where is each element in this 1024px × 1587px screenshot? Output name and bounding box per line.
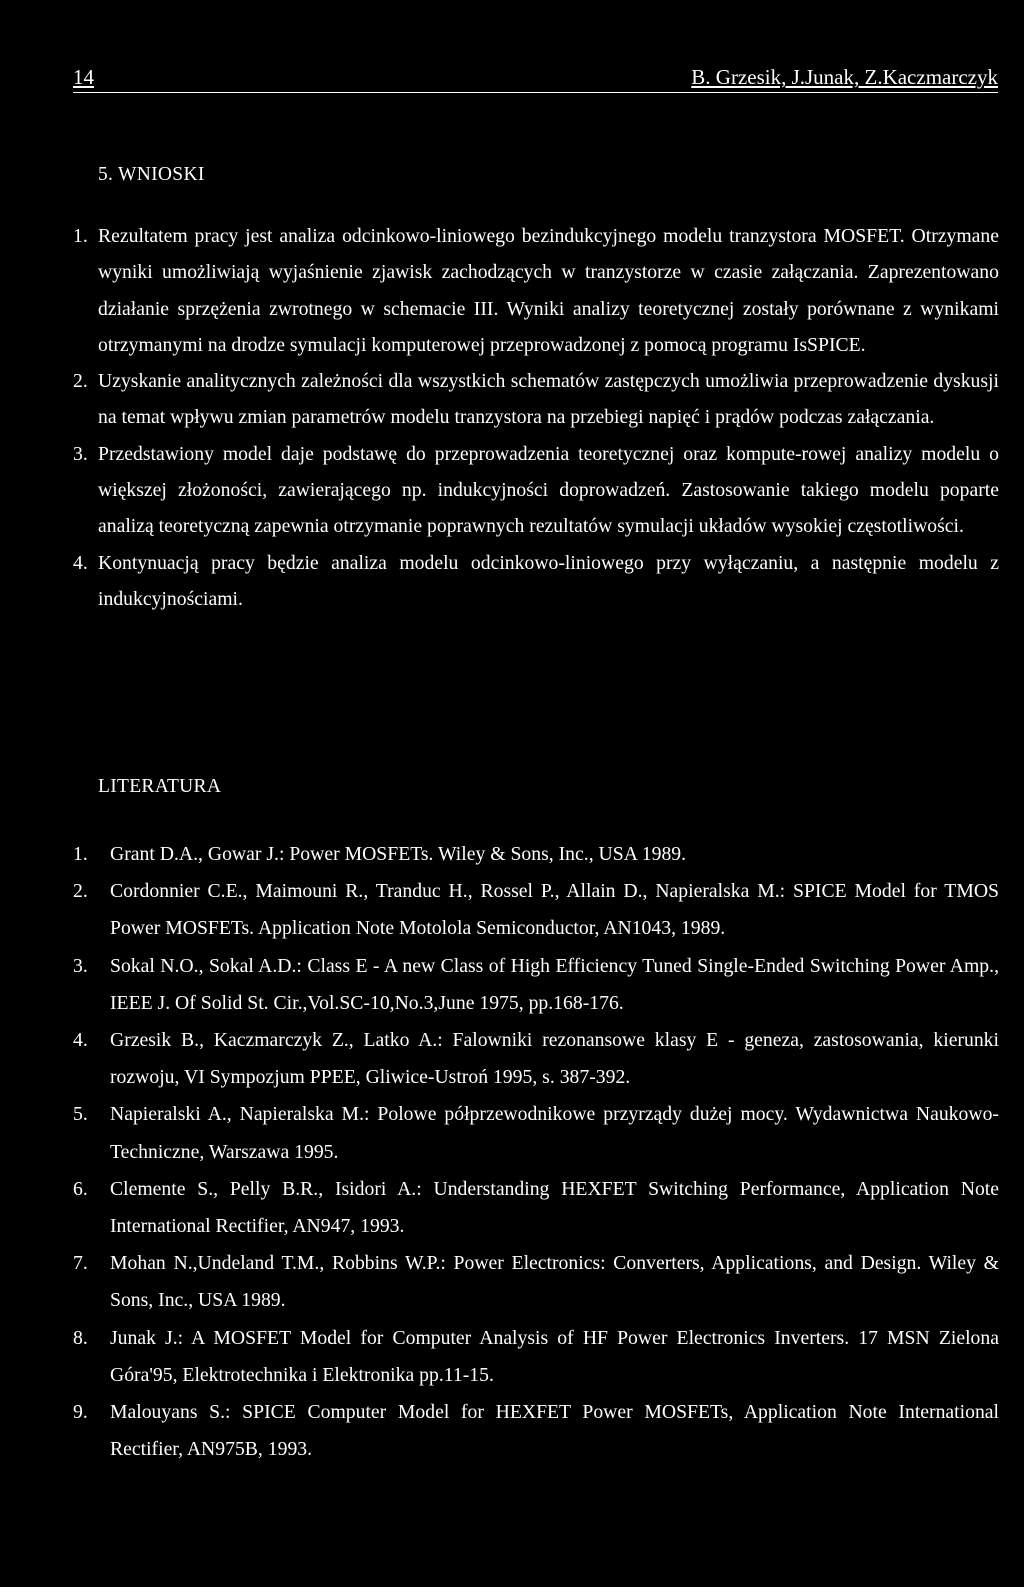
conclusion-item xyxy=(73,363,999,436)
page-number: 14 xyxy=(73,65,94,89)
conclusion-text: Kontynuacją pracy będzie analiza modelu odcinkowo-liniowego przy wyłączaniu, a następnie modelu z indukcyjnościami. xyxy=(98,551,999,610)
reference-item xyxy=(73,1394,999,1468)
reference-list xyxy=(73,836,999,1468)
reference-number: 5. xyxy=(73,1103,88,1126)
reference-item xyxy=(73,948,999,1022)
reference-text: Sokal N.O., Sokal A.D.: Class E - A new Class of High Efficiency Tuned Single-Ended Switching Power Amp., IEEE J. Of Solid St. Cir.,Vol.SC-10,No.3,June 1975, pp.168-176. xyxy=(110,954,999,1014)
conclusions-list xyxy=(73,218,999,617)
literature-heading: LITERATURA xyxy=(98,776,222,797)
conclusion-text: Rezultatem pracy jest analiza odcinkowo-liniowego bezindukcyjnego modelu tranzystora MOSFET. Otrzymane wyniki umożliwiają wyjaśnienie zjawisk zachodzących w tranzystorze w czasie załączania. Zaprezentowano działanie sprzężenia zwrotnego w schemacie III. Wyniki analizy teoretycznej zostały porównane z wynikami otrzymanymi na drodze symulacji komputerowej przeprowadzonej z pomocą programu IsSPICE. xyxy=(98,225,999,356)
reference-text: Mohan N.,Undeland T.M., Robbins W.P.: Power Electronics: Converters, Applications, and Design. Wiley & Sons, Inc., USA 1989. xyxy=(110,1252,999,1312)
conclusion-number: 3. xyxy=(73,442,88,465)
conclusion-item xyxy=(73,545,999,618)
reference-text: Malouyans S.: SPICE Computer Model for HEXFET Power MOSFETs, Application Note International Rectifier, AN975B, 1993. xyxy=(110,1401,999,1461)
reference-item xyxy=(73,1171,999,1245)
reference-number: 3. xyxy=(73,954,88,977)
reference-text: Junak J.: A MOSFET Model for Computer Analysis of HF Power Electronics Inverters. 17 MSN Zielona Góra'95, Elektrotechnika i Elektronika pp.11-15. xyxy=(110,1326,999,1386)
conclusion-text: Przedstawiony model daje podstawę do przeprowadzenia teoretycznej oraz kompute-rowej analizy modelu o większej złożoności, zawierającego np. indukcyjności doprowadzeń. Zastosowanie takiego modelu poparte analizą teoretyczną zapewnia otrzymanie poprawnych rezultatów symulacji układów wysokiej częstotliwości. xyxy=(98,442,999,538)
reference-text: Grzesik B., Kaczmarczyk Z., Latko A.: Falowniki rezonansowe klasy E - geneza, zastosowania, kierunki rozwoju, VI Sympozjum PPEE, Gliwice-Ustroń 1995, s. 387-392. xyxy=(110,1029,999,1089)
reference-item xyxy=(73,1022,999,1096)
reference-text: Grant D.A., Gowar J.: Power MOSFETs. Wiley & Sons, Inc., USA 1989. xyxy=(110,843,687,865)
running-header-authors: B. Grzesik, J.Junak, Z.Kaczmarczyk xyxy=(691,65,998,89)
reference-text: Napieralski A., Napieralska M.: Polowe półprzewodnikowe przyrządy dużej mocy. Wydawnictwa Naukowo-Techniczne, Warszawa 1995. xyxy=(110,1103,999,1163)
running-header xyxy=(73,62,998,93)
conclusion-item xyxy=(73,436,999,545)
conclusion-number: 1. xyxy=(73,225,88,247)
reference-number: 4. xyxy=(73,1029,88,1052)
reference-item xyxy=(73,836,999,873)
reference-number: 9. xyxy=(73,1401,88,1424)
conclusion-number: 4. xyxy=(73,551,88,574)
reference-item xyxy=(73,873,999,947)
conclusion-number: 2. xyxy=(73,370,88,393)
reference-item xyxy=(73,1320,999,1394)
reference-text: Cordonnier C.E., Maimouni R., Tranduc H., Rossel P., Allain D., Napieralska M.: SPICE Model for TMOS Power MOSFETs. Application Note Motolola Semiconductor, AN1043, 1989. xyxy=(110,880,999,940)
reference-text: Clemente S., Pelly B.R., Isidori A.: Understanding HEXFET Switching Performance, Application Note International Rectifier, AN947, 1993. xyxy=(110,1177,999,1238)
reference-number: 1. xyxy=(73,843,88,865)
reference-item xyxy=(73,1245,999,1319)
conclusion-item xyxy=(73,218,999,363)
reference-number: 7. xyxy=(73,1252,88,1275)
conclusion-text: Uzyskanie analitycznych zależności dla wszystkich schematów zastępczych umożliwia przeprowadzenie dyskusji na temat wpływu zmian parametrów modelu tranzystora na przebiegi napięć i prądów podczas załączania. xyxy=(98,370,999,429)
reference-item xyxy=(73,1096,999,1170)
reference-number: 6. xyxy=(73,1177,88,1200)
reference-number: 8. xyxy=(73,1326,88,1349)
reference-number: 2. xyxy=(73,880,88,903)
conclusions-heading: 5. WNIOSKI xyxy=(98,164,205,185)
